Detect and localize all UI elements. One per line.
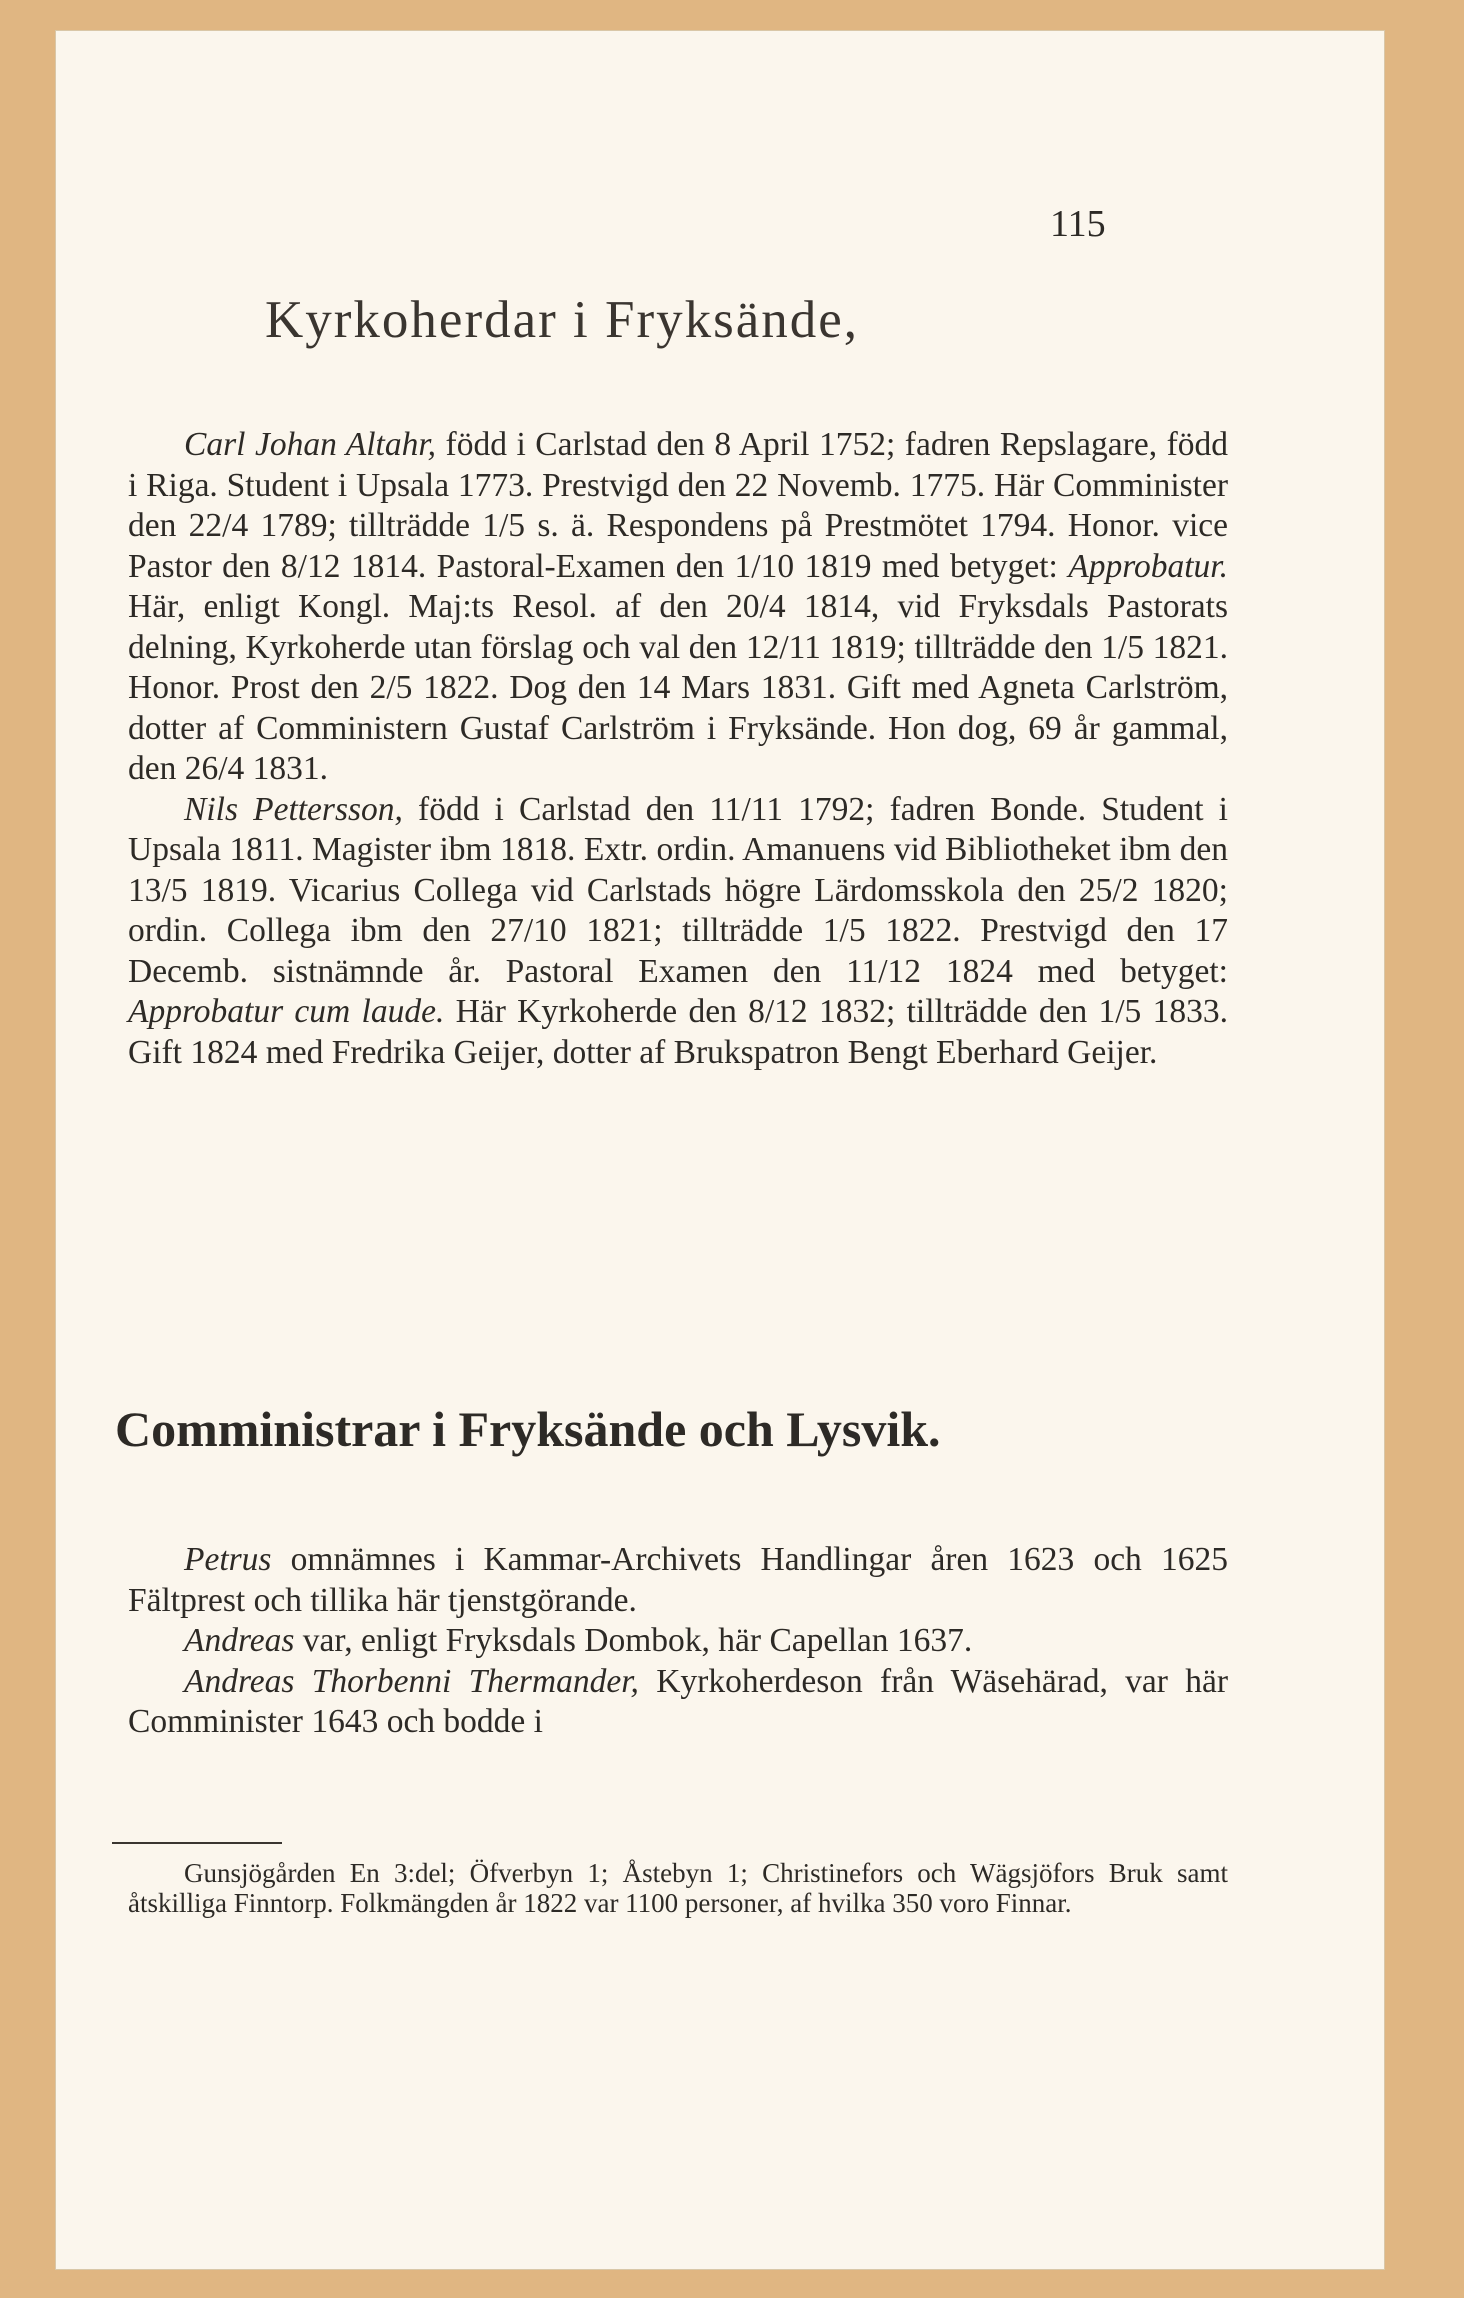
entry-grade: Approbatur cum laude. bbox=[128, 993, 445, 1030]
footnote-text: Gunsjögården En 3:del; Öfverbyn 1; Åstebyn 1; Christinefors och Wägsjöfors Bruk samt åtskilliga Finntorp. Folkmängden år 1822 var 1100 personer, af hvilka 350 voro Finnar. bbox=[128, 1858, 1228, 1918]
entry-altahr bbox=[128, 425, 1228, 790]
entry-text: Kyrkoherdeson från Wäsehärad, var här Comminister 1643 och bodde i bbox=[128, 1662, 1228, 1740]
entry-name: Nils Pettersson, bbox=[184, 790, 403, 828]
entry-andreas bbox=[128, 1621, 1228, 1662]
entry-text: född i Carlstad den 11/11 1792; fadren Bonde. Student i Upsala 1811. Magister ibm 1818. Extr. ordin. Amanuens vid Bibliotheket ibm den 13/5 1819. Vicarius Collega vid Carlstads högre Lärdomsskola den 25/2 1820; ordin. Collega ibm den 27/10 1821; tillträdde 1/5 1822. Prestvigd den 17 Decemb. sistnämnde år. Pastoral Examen den 11/12 1824 med betyget: bbox=[128, 790, 1228, 990]
heading-comministrar: Comministrar i Fryksände och Lysvik. bbox=[115, 1401, 941, 1457]
entry-name: Andreas Thorbenni Thermander, bbox=[184, 1662, 639, 1700]
entry-text: omnämnes i Kammar-Archivets Handlingar åren 1623 och 1625 Fältprest och tillika här tjenstgörande. bbox=[128, 1541, 1228, 1619]
entry-grade: Approbatur. bbox=[1068, 547, 1228, 585]
entry-text-continued: Här Kyrkoherde den 8/12 1832; tillträdde den 1/5 1833. Gift 1824 med Fredrika Geijer, dotter af Brukspatron Bengt Eberhard Geijer. bbox=[128, 993, 1228, 1071]
entry-text: var, enligt Fryksdals Dombok, här Capellan 1637. bbox=[294, 1622, 973, 1659]
heading-kyrkoherdar: Kyrkoherdar i Fryksände, bbox=[265, 291, 860, 349]
book-page bbox=[55, 30, 1385, 2270]
entry-name: Carl Johan Altahr, bbox=[184, 426, 437, 463]
entry-text: född i Carlstad den 8 April 1752; fadren Repslagare, född i Riga. Student i Upsala 1773. Prestvigd den 22 Novemb. 1775. Här Comminister den 22/4 1789; tillträdde 1/5 s. ä. Respondens på Prestmötet 1794. Honor. vice Pastor den 8/12 1814. Pastoral-Examen den 1/10 1819 med betyget: bbox=[128, 426, 1228, 585]
footnote-block bbox=[128, 1858, 1228, 1918]
entry-text-continued: Här, enligt Kongl. Maj:ts Resol. af den 20/4 1814, vid Fryksdals Pastorats delning, Kyrkoherde utan förslag och val den 12/11 1819; tillträdde den 1/5 1821. Honor. Prost den 2/5 1822. Dog den 14 Mars 1831. Gift med Agneta Carlström, dotter af Comministern Gustaf Carlström i Fryksände. Hon dog, 69 år gammal, den 26/4 1831. bbox=[128, 588, 1228, 787]
entry-name: Petrus bbox=[184, 1541, 272, 1578]
footnote-rule bbox=[112, 1842, 282, 1844]
entry-name: Andreas bbox=[184, 1622, 295, 1659]
comminister-entries bbox=[128, 1540, 1228, 1743]
entry-petrus bbox=[128, 1540, 1228, 1621]
entry-pettersson bbox=[128, 790, 1228, 1074]
page-number: 115 bbox=[1050, 203, 1106, 245]
priest-entries bbox=[128, 425, 1228, 1073]
entry-thermander bbox=[128, 1662, 1228, 1743]
